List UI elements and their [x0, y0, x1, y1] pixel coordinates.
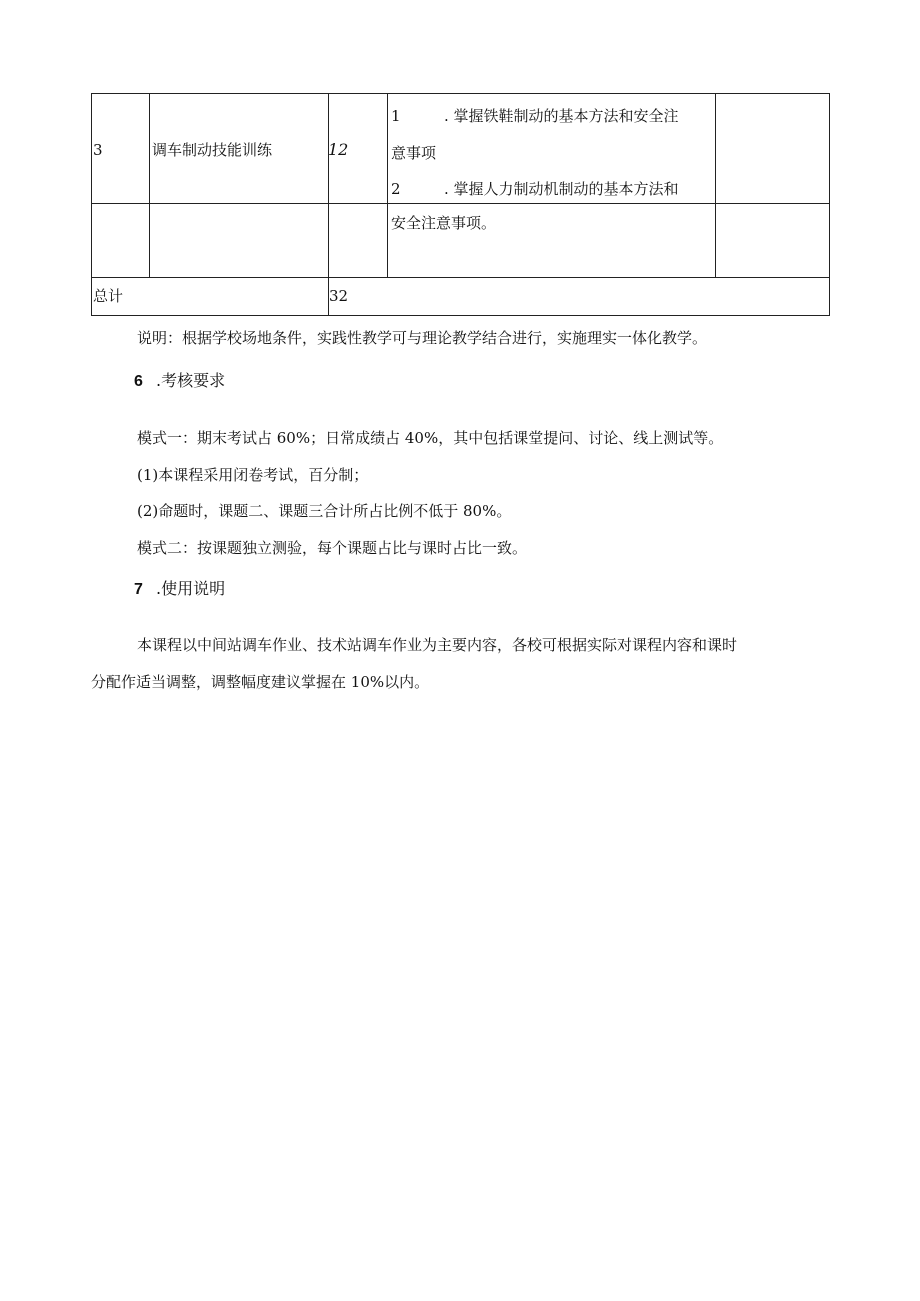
item-index: 2	[391, 180, 401, 198]
assessment-item-1: (1)本课程采用闭卷考试，百分制；	[137, 466, 369, 484]
row-number: 3	[93, 141, 103, 159]
section-title: .使用说明	[156, 579, 226, 598]
table-row-divider	[91, 203, 830, 204]
item-index: 1	[391, 107, 401, 125]
section-7-heading	[134, 578, 225, 601]
item-text: . 掌握人力制动机制动的基本方法和	[444, 180, 679, 198]
table-border-bottom	[91, 315, 830, 316]
item-text: 安全注意事项。	[391, 214, 497, 232]
table-col-divider	[328, 93, 329, 316]
curriculum-table	[91, 93, 830, 316]
assessment-mode-1: 模式一：期末考试占 60%；日常成绩占 40%，其中包括课堂提问、讨论、线上测试等。	[137, 429, 724, 447]
course-topic-name: 调车制动技能训练	[152, 141, 273, 159]
item-text: 意事项	[391, 144, 437, 162]
section-number: 7	[134, 581, 143, 598]
usage-paragraph-line-1: 本课程以中间站调车作业、技术站调车作业为主要内容，各校可根据实际对课程内容和课时	[137, 636, 738, 654]
table-row-divider	[91, 277, 830, 278]
table-note: 说明：根据学校场地条件，实践性教学可与理论教学结合进行，实施理实一体化教学。	[137, 329, 708, 347]
table-col-divider	[149, 93, 150, 277]
total-label: 总计	[93, 287, 124, 305]
table-col-divider	[387, 93, 388, 277]
assessment-item-2: (2)命题时，课题二、课题三合计所占比例不低于 80%。	[137, 502, 512, 520]
assessment-mode-2: 模式二：按课题独立测验，每个课题占比与课时占比一致。	[137, 539, 528, 557]
table-col-divider	[715, 93, 716, 277]
table-border-top	[91, 93, 830, 94]
section-title: .考核要求	[156, 371, 226, 390]
table-border-right	[829, 93, 830, 316]
total-value: 32	[329, 287, 349, 305]
item-text: . 掌握铁鞋制动的基本方法和安全注	[444, 107, 679, 125]
course-hours: 12	[328, 140, 349, 159]
usage-paragraph-line-2: 分配作适当调整，调整幅度建议掌握在 10%以内。	[91, 673, 430, 691]
table-border-left	[91, 93, 92, 316]
section-6-heading	[134, 370, 225, 393]
section-number: 6	[134, 373, 143, 390]
